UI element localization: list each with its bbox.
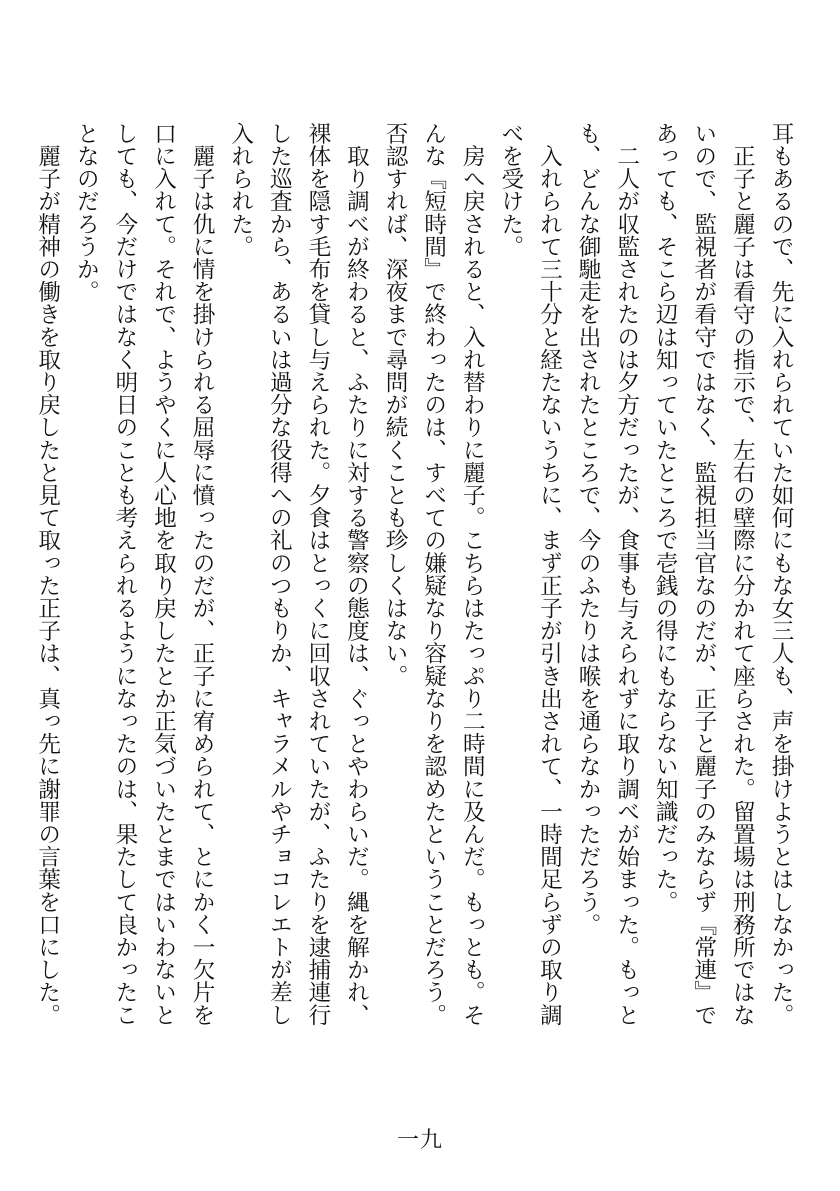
paragraph-1: 耳もあるので、先に入れられていた如何にもな女三人も、声を掛けようとはしなかった。 bbox=[768, 122, 794, 1026]
page-number: 一九 bbox=[396, 1128, 443, 1153]
paragraph-7: 麗子は仇に情を掛けられる屈辱に憤ったのだが、正子に宥められて、とにかく一欠片を口に入れて。それで、ようやくに人心地を取り戻したとか正気づいたとまではいわないとしても、今だけではなく明日のことも考えられるようになったのは、果たして良かったことなのだろうか。 bbox=[73, 122, 216, 1026]
paragraph-8: 麗子が精神の働きを取り戻したと見て取った正子は、真っ先に謝罪の言葉を口にした。 bbox=[34, 122, 61, 1026]
paragraph-4: 入れられて三十分と経たないうちに、まず正子が引き出されて、一時間足らずの取り調べを受けた。 bbox=[497, 122, 563, 1026]
paragraph-6: 取り調べが終わると、ふたりに対する警察の態度は、ぐっとやわらいだ。縄を解かれ、裸体を隠す毛布を貸し与えられた。夕食はとっくに回収されていたが、ふたりを逮捕連行した巡査から、あるいは過分な役得への礼のつもりか、キャラメルやチョコレエトが差し入れられた。 bbox=[227, 122, 370, 1026]
paragraph-5: 房へ戻されると、入れ替わりに麗子。こちらはたっぷり二時間に及んだ。もっとも。そんな『短時間』で終わったのは、すべての嫌疑なり容疑なりを認めたということだろう。否認すれば、深夜まで尋問が続くことも珍しくはない。 bbox=[382, 122, 486, 1026]
vertical-text-body bbox=[20, 122, 800, 1042]
paragraph-3: 二人が収監されたのは夕方だったが、食事も与えられずに取り調べが始まった。もっとも、どんな御馳走を出されたところで、今のふたりは喉を通らなかっただろう。 bbox=[575, 122, 640, 1026]
paragraph-2: 正子と麗子は看守の指示で、左右の壁際に分かれて座らされた。留置場は刑務所ではないので、監視者が看守ではなく、監視担当官なのだが、正子と麗子のみならず『常連』であっても、そこら辺は知っていたところで壱銭の得にもならない知識だった。 bbox=[652, 122, 756, 1026]
